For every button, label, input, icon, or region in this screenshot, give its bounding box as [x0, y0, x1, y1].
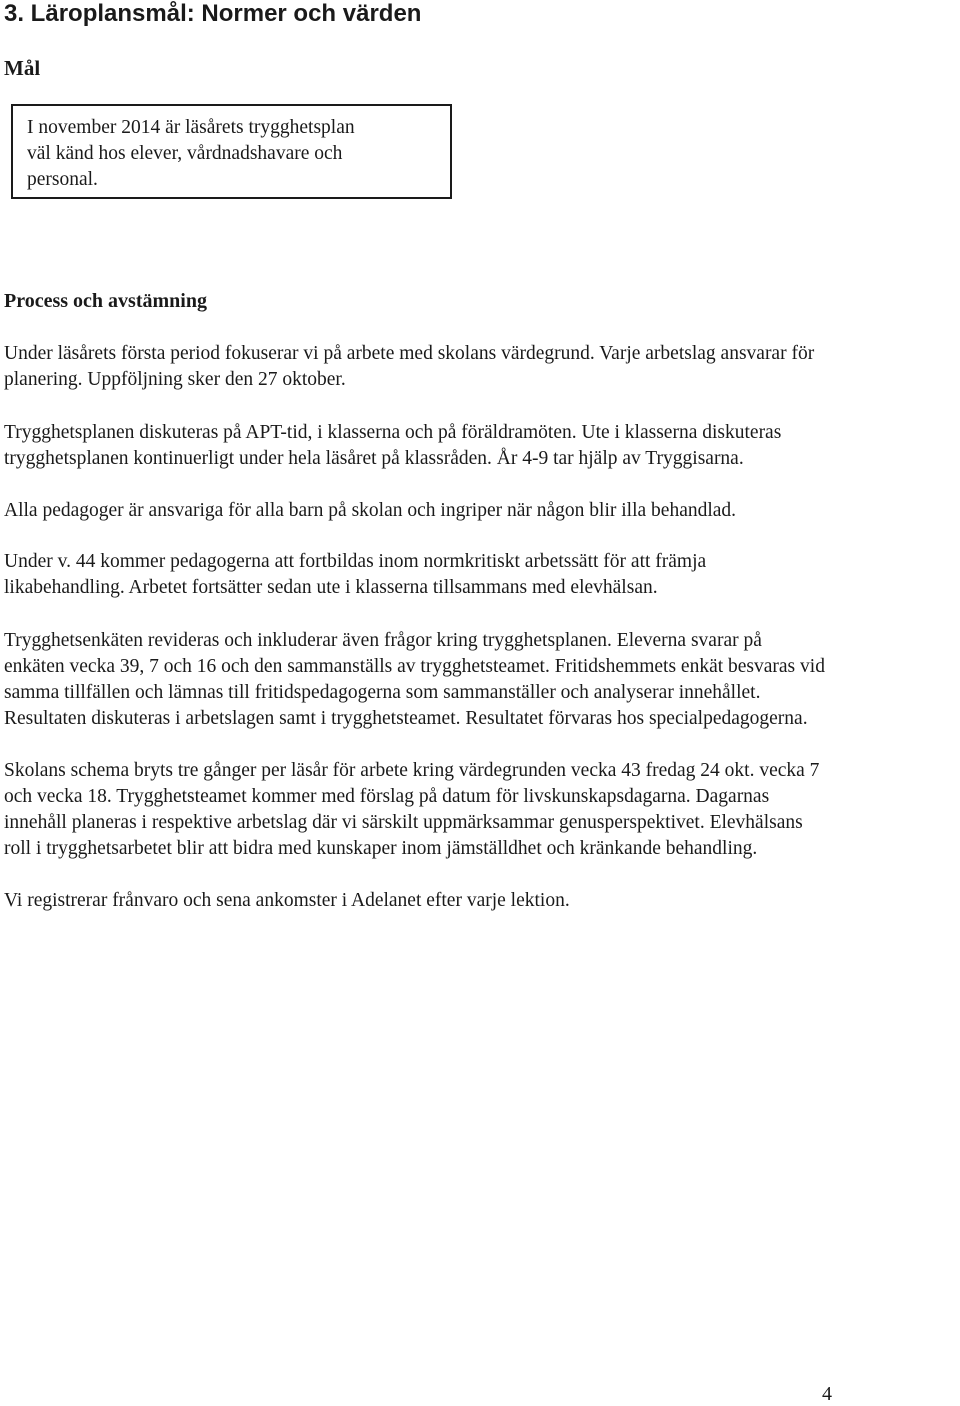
goal-heading: Mål — [4, 56, 41, 80]
process-paragraph — [4, 498, 956, 524]
paragraph-line: Under läsårets första period fokuserar vi på arbete med skolans värdegrund. Varje arbetslag ansvarar för — [4, 343, 815, 364]
goal-line: väl känd hos elever, vårdnadshavare och — [27, 143, 343, 164]
process-paragraph — [4, 628, 956, 732]
process-heading: Process och avstämning — [4, 290, 207, 312]
process-paragraph — [4, 420, 956, 472]
paragraph-line: Resultaten diskuteras i arbetslagen samt i trygghetsteamet. Resultatet förvaras hos specialpedagogerna. — [4, 708, 808, 729]
paragraph-line: planering. Uppföljning sker den 27 oktober. — [4, 369, 346, 390]
process-paragraph — [4, 341, 956, 393]
goal-box — [11, 104, 452, 199]
process-paragraph — [4, 888, 956, 914]
paragraph-line: trygghetsplanen kontinuerligt under hela läsåret på klassråden. År 4-9 tar hjälp av Tryggisarna. — [4, 448, 744, 469]
paragraph-line: enkäten vecka 39, 7 och 16 och den sammanställs av trygghetsteamet. Fritidshemmets enkät besvaras vid — [4, 656, 825, 677]
paragraph-line: Under v. 44 kommer pedagogerna att fortbildas inom normkritiskt arbetssätt för att främja — [4, 551, 707, 572]
paragraph-line: Trygghetsplanen diskuteras på APT-tid, i klasserna och på föräldramöten. Ute i klasserna diskuteras — [4, 422, 782, 443]
paragraph-line: och vecka 18. Trygghetsteamet kommer med förslag på datum för livskunskapsdagarna. Dagarnas — [4, 786, 770, 807]
goal-line: I november 2014 är läsårets trygghetsplan — [27, 117, 355, 138]
paragraph-line: Vi registrerar frånvaro och sena ankomster i Adelanet efter varje lektion. — [4, 890, 570, 911]
paragraph-line: Alla pedagoger är ansvariga för alla barn på skolan och ingriper när någon blir illa behandlad. — [4, 500, 737, 521]
paragraph-line: Skolans schema bryts tre gånger per läsår för arbete kring värdegrunden vecka 43 fredag 24 okt. vecka 7 — [4, 760, 820, 781]
paragraph-line: innehåll planeras i respektive arbetslag där vi särskilt uppmärksammar genusperspektivet. Elevhälsans — [4, 812, 803, 833]
process-paragraph — [4, 758, 956, 862]
section-title: 3. Läroplansmål: Normer och värden — [4, 0, 422, 27]
paragraph-line: samma tillfällen och lämnas till fritidspedagogerna som sammanställer och analyserar innehållet. — [4, 682, 761, 703]
paragraph-line: Trygghetsenkäten revideras och inkluderar även frågor kring trygghetsplanen. Eleverna svarar på — [4, 630, 762, 651]
process-paragraph — [4, 549, 956, 601]
paragraph-line: roll i trygghetsarbetet blir att bidra med kunskaper inom jämställdhet och kränkande behandling. — [4, 838, 758, 859]
page-number: 4 — [822, 1383, 832, 1405]
goal-line: personal. — [27, 169, 98, 190]
paragraph-line: likabehandling. Arbetet fortsätter sedan ute i klasserna tillsammans med elevhälsan. — [4, 577, 658, 598]
